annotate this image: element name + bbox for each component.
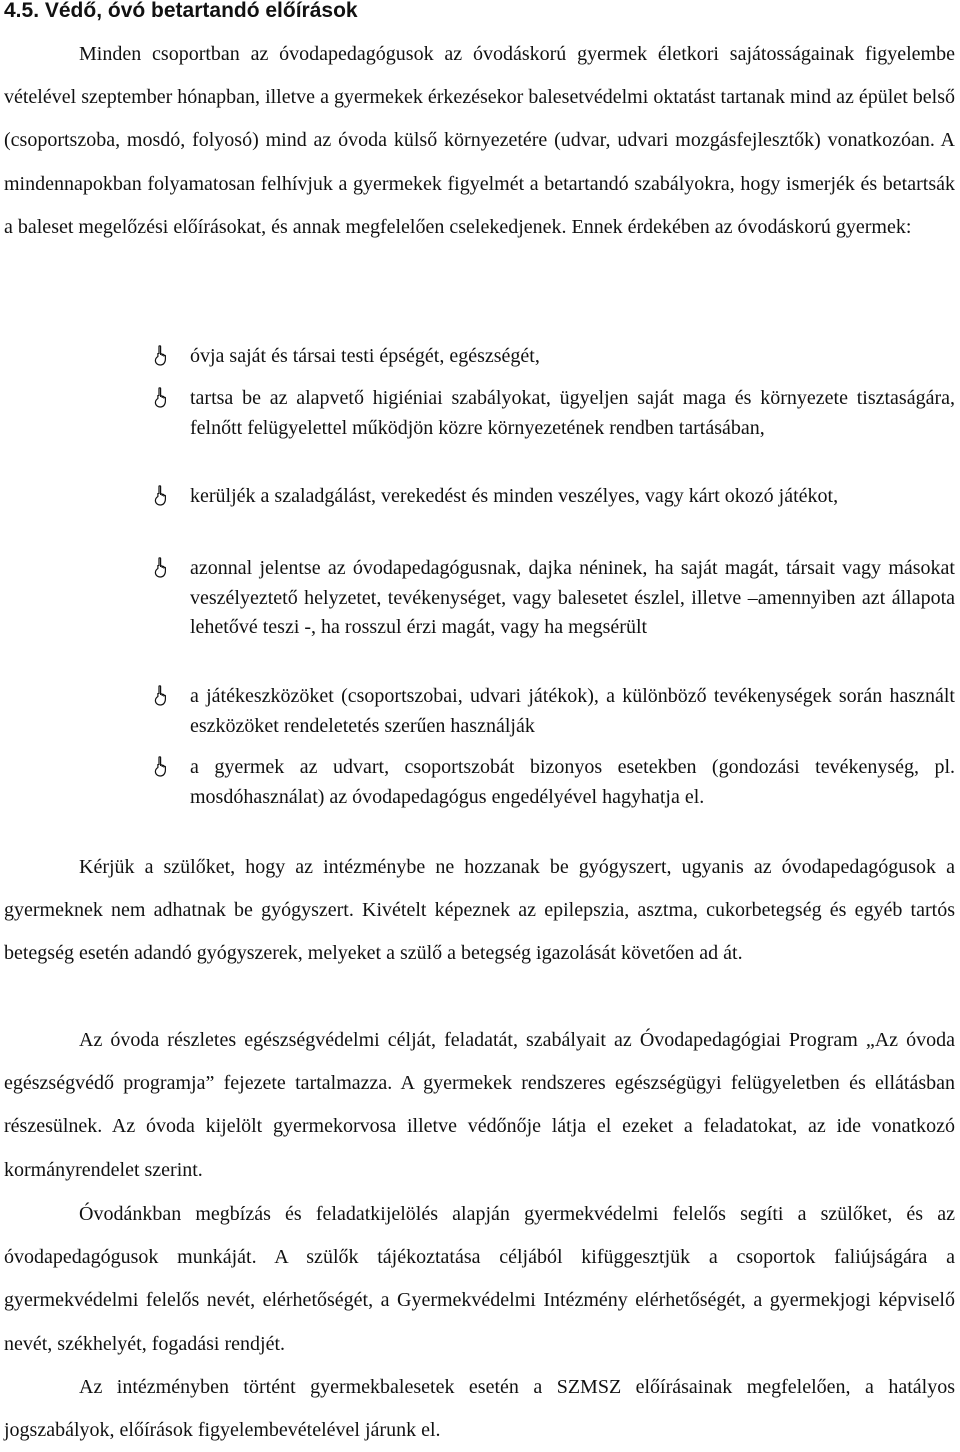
list-item-text: kerüljék a szaladgálást, verekedést és minden veszélyes, vagy kárt okozó játékot, bbox=[190, 485, 839, 507]
pointing-hand-icon bbox=[153, 485, 171, 507]
list-item-text: azonnal jelentse az óvodapedagógusnak, dajka néninek, ha saját magát, társait vagy másokat veszélyeztető helyzetet, tevékenységet, vagy balesetet észlel, illetve –amennyiben azt állapota lehetővé teszi -, ha rosszul érzi magát, vagy ha megsérült bbox=[190, 557, 955, 638]
medication-paragraph: Kérjük a szülőket, hogy az intézménybe ne hozzanak be gyógyszert, ugyanis az óvodapedagógusok a gyermeknek nem adhatnak be gyógyszert. Kivételt képeznek az epilepszia, asztma, cukorbetegség és egyéb tartós betegség esetén adandó gyógyszerek, melyeket a szülő a betegség igazolását követően ad át. bbox=[4, 856, 955, 965]
list-item-text: a játékeszközöket (csoportszobai, udvari játékok), a különböző tevékenységek során használt eszközöket rendeletetés szerűen használják bbox=[190, 685, 955, 737]
list-item bbox=[190, 753, 955, 812]
pointing-hand-icon bbox=[153, 345, 171, 367]
list-item bbox=[190, 342, 955, 372]
pointing-hand-icon bbox=[153, 557, 171, 579]
list-item bbox=[190, 682, 955, 741]
list-item bbox=[190, 482, 955, 512]
list-item-text: óvja saját és társai testi épségét, egészségét, bbox=[190, 345, 540, 367]
list-item-text: a gyermek az udvart, csoportszobát bizonyos esetekben (gondozási tevékenység, pl. mosdóhasználat) az óvodapedagógus engedélyével hagyhatja el. bbox=[190, 756, 955, 808]
accident-paragraph: Az intézményben történt gyermekbalesetek esetén a SZMSZ előírásainak megfelelően, a hatályos jogszabályok, előírások figyelembevételével járunk el. bbox=[4, 1376, 955, 1442]
intro-paragraph: Minden csoportban az óvodapedagógusok az óvodáskorú gyermek életkori sajátosságainak figyelembe vételével szeptember hónapban, illetve a gyermekek érkezésekor balesetvédelmi oktatást tartanak mind az épület belső (csoportszoba, mosdó, folyosó) mind az óvoda külső környezetére (udvar, udvari mozgásfejlesztők) vonatkozóan. A mindennapokban folyamatosan felhívjuk a gyermekek figyelmét a betartandó szabályokra, hogy ismerjék és betartsák a baleset megelőzési előírásokat, és annak megfelelően cselekedjenek. Ennek érdekében az óvodáskorú gyermek: bbox=[4, 43, 955, 238]
list-item bbox=[190, 384, 955, 443]
list-item bbox=[190, 554, 955, 643]
health-program-paragraph: Az óvoda részletes egészségvédelmi célját, feladatát, szabályait az Óvodapedagógiai Program „Az óvoda egészségvédő programja” fejezete tartalmazza. A gyermekek rendszeres egészségügyi felügyeletben és ellátásban részesülnek. Az óvoda kijelölt gyermekorvosa illetve védőnője látja el ezeket a feladatokat, az ide vonatkozó kormányrendelet szerint. bbox=[4, 1029, 955, 1181]
list-item-text: tartsa be az alapvető higiéniai szabályokat, ügyeljen saját maga és környezete tisztaságára, felnőtt felügyelettel működjön közre környezetének rendben tartásában, bbox=[190, 387, 955, 439]
pointing-hand-icon bbox=[153, 756, 171, 778]
section-heading: 4.5. Védő, óvó betartandó előírások bbox=[4, 0, 358, 22]
child-protection-paragraph: Óvodánkban megbízás és feladatkijelölés alapján gyermekvédelmi felelős segíti a szülőket, és az óvodapedagógusok munkáját. A szülők tájékoztatása céljából kifüggesztjük a csoportok faliújságára a gyermekvédelmi felelős nevét, elérhetőségét, a Gyermekvédelmi Intézmény elérhetőségét, a gyermekjogi képviselő nevét, székhelyét, fogadási rendjét. bbox=[4, 1203, 955, 1355]
pointing-hand-icon bbox=[153, 387, 171, 409]
pointing-hand-icon bbox=[153, 685, 171, 707]
